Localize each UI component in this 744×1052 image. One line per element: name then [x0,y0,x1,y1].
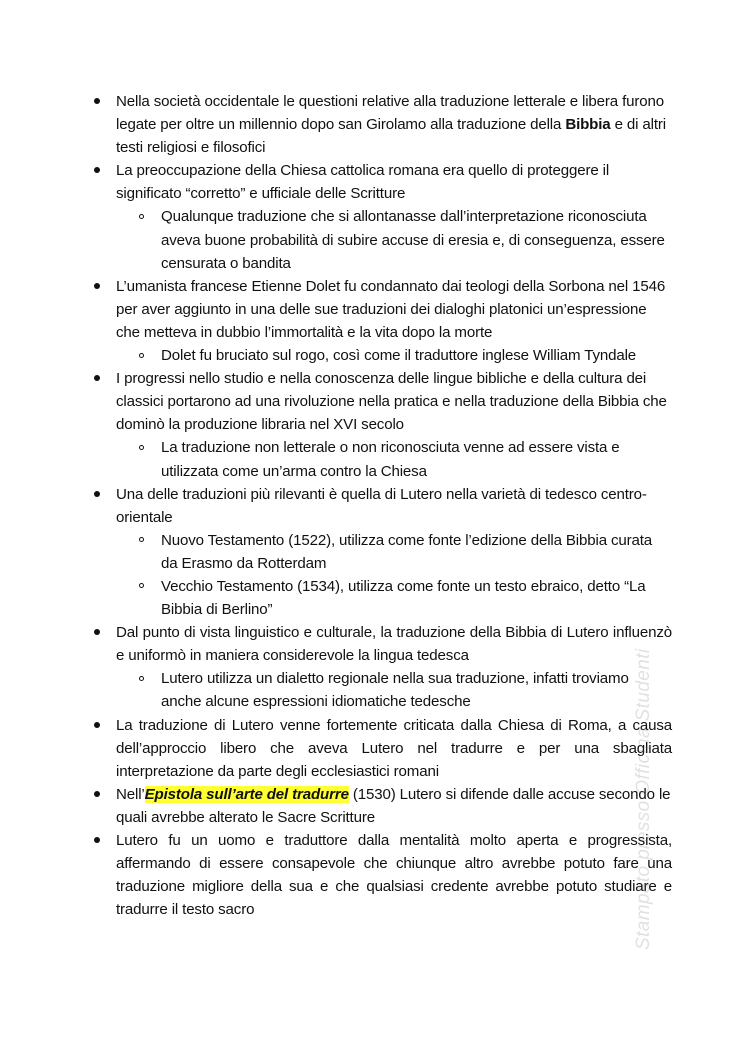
list-item [92,621,672,667]
circle-bullet-icon [139,583,144,588]
item-text: Lutero utilizza un dialetto regionale nella sua traduzione, infatti troviamo anche alcune espressioni idiomatiche tedesche [161,670,629,711]
item-text: Nell’ [116,785,145,803]
bullet-icon [94,491,100,497]
highlighted-title: Epistola sull’arte del tradurre [144,785,349,803]
item-text: Nella società occidentale le questioni relative alla traduzione letterale e libera furono legate per oltre un millennio dopo san Girolamo alla traduzione della [116,93,664,134]
list-item [92,275,672,344]
circle-bullet-icon [139,353,144,358]
bullet-icon [94,283,100,289]
item-text: Dolet fu bruciato sul rogo, così come il traduttore inglese William Tyndale [161,347,637,365]
bullet-icon [94,98,100,104]
circle-bullet-icon [139,537,144,542]
sub-list-item [92,575,672,621]
bullet-list [92,90,672,921]
item-text: I progressi nello studio e nella conoscenza delle lingue bibliche e della cultura dei classici portarono ad una rivoluzione nella pratica e nella traduzione della Bibbia che dominò la produzione libraria nel XVI secolo [116,370,667,434]
item-text: L’umanista francese Etienne Dolet fu condannato dai teologi della Sorbona nel 1546 per aver aggiunto in una delle sue traduzioni dei dialoghi platonici un’espressione che metteva in dubbio l’immortalità e la vita dopo la morte [116,277,666,341]
item-text: Vecchio Testamento (1534), utilizza come fonte un testo ebraico, detto “La Bibbia di Berlino” [161,577,646,619]
list-item [92,90,672,159]
sub-list-item [92,436,672,482]
sub-list-item [92,667,672,713]
item-text: Dal punto di vista linguistico e culturale, la traduzione della Bibbia di Lutero influenzò e uniformò in maniera considerevole la lingua tedesca [116,624,672,665]
bold-term: Bibbia [565,116,611,134]
item-text-end: e di altri testi religiosi e filosofici [116,116,666,157]
bullet-icon [94,722,100,728]
list-item [92,483,672,529]
circle-bullet-icon [139,676,144,681]
sub-list-item [92,344,672,367]
list-item [92,714,672,783]
list-item [92,159,672,205]
bullet-icon [94,629,100,635]
item-text: Una delle traduzioni più rilevanti è quella di Lutero nella varietà di tedesco centro-orientale [116,485,647,526]
item-text: Nuovo Testamento (1522), utilizza come fonte l’edizione della Bibbia curata da Erasmo da Rotterdam [161,531,653,572]
list-item [92,783,672,829]
bullet-icon [94,375,100,381]
item-text: La traduzione di Lutero venne fortemente criticata dalla Chiesa di Roma, a causa dell’approccio libero che aveva Lutero nel tradurre e per una sbagliata interpretazione da parte degli ecclesiastici romani [116,716,672,780]
sub-list-item [92,205,672,274]
circle-bullet-icon [139,214,144,219]
watermark: Stampato presso Officina Studenti [633,648,654,950]
circle-bullet-icon [139,445,144,450]
item-text: Lutero fu un uomo e traduttore dalla mentalità molto aperta e progressista, affermando di essere consapevole che chiunque altro avrebbe potuto fare una traduzione migliore della sua e che qualsiasi credente avrebbe potuto studiare e tradurre il testo sacro [116,832,672,919]
list-item [92,367,672,436]
bullet-icon [94,837,100,843]
item-text: La traduzione non letterale o non riconosciuta venne ad essere vista e utilizzata come un’arma contro la Chiesa [161,439,620,480]
item-text: Qualunque traduzione che si allontanasse dall’interpretazione riconosciuta aveva buone probabilità di subire accuse di eresia e, di conseguenza, essere censurata o bandita [161,208,665,272]
bullet-icon [94,167,100,173]
item-text-end: (1530) Lutero si difende dalle accuse secondo le quali avrebbe alterato le Sacre Scritture [116,785,671,826]
bullet-icon [94,791,100,797]
sub-list-item [92,529,672,575]
item-text: La preoccupazione della Chiesa cattolica romana era quello di proteggere il significato “corretto” e ufficiale delle Scritture [116,162,610,203]
list-item [92,829,672,921]
